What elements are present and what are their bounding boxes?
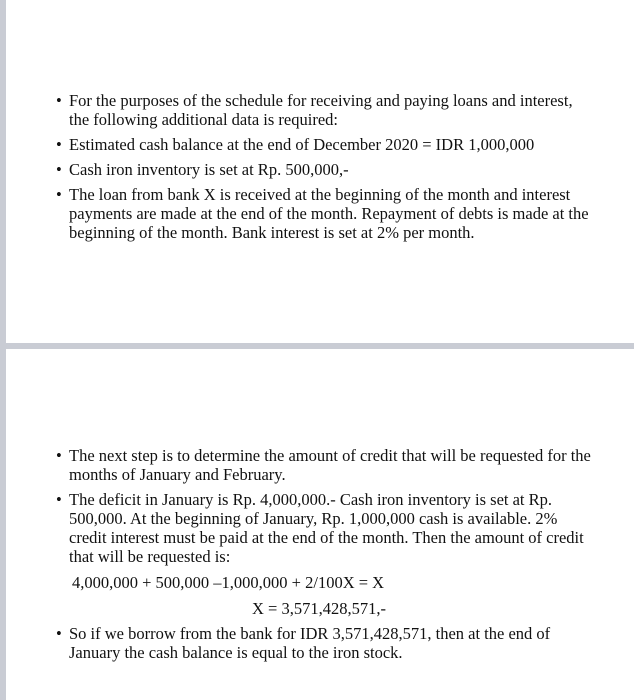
slide-2 — [6, 349, 634, 700]
slide-1 — [6, 0, 634, 343]
bullet-icon: • — [56, 135, 62, 154]
list-item — [56, 490, 594, 618]
bullet-text: For the purposes of the schedule for receiving and paying loans and interest, the following additional data is required: — [69, 91, 573, 129]
bullet-text: The next step is to determine the amount of credit that will be requested for the months of January and February. — [69, 446, 591, 484]
bullet-icon: • — [56, 91, 62, 110]
equation-line: 4,000,000 + 500,000 –1,000,000 + 2/100X = X — [72, 573, 385, 592]
bullet-icon: • — [56, 185, 62, 204]
bullet-text: So if we borrow from the bank for IDR 3,571,428,571, then at the end of January the cash balance is equal to the iron stock. — [69, 624, 551, 662]
equation-result: X = 3,571,428,571,- — [252, 599, 386, 618]
bullet-icon: • — [56, 490, 62, 509]
bullet-text: Estimated cash balance at the end of December 2020 = IDR 1,000,000 — [69, 135, 535, 154]
list-item — [56, 185, 594, 242]
bullet-icon: • — [56, 160, 62, 179]
bullet-icon: • — [56, 624, 62, 643]
list-item — [56, 160, 594, 179]
slide-2-bullet-list — [56, 446, 594, 668]
list-item — [56, 135, 594, 154]
bullet-text: Cash iron inventory is set at Rp. 500,000,- — [69, 160, 349, 179]
list-item — [56, 446, 594, 484]
bullet-text: The deficit in January is Rp. 4,000,000.- Cash iron inventory is set at Rp. 500,000. At the beginning of January, Rp. 1,000,000 cash is available. 2% credit interest must be paid at the end of the month. Then the amount of credit that will be requested is: — [69, 490, 584, 566]
slide-1-bullet-list — [56, 91, 594, 248]
bullet-icon: • — [56, 446, 62, 465]
list-item — [56, 624, 594, 662]
bullet-text: The loan from bank X is received at the beginning of the month and interest payments are made at the end of the month. Repayment of debts is made at the beginning of the month. Bank interest is set at 2% per month. — [69, 185, 589, 242]
list-item — [56, 91, 594, 129]
